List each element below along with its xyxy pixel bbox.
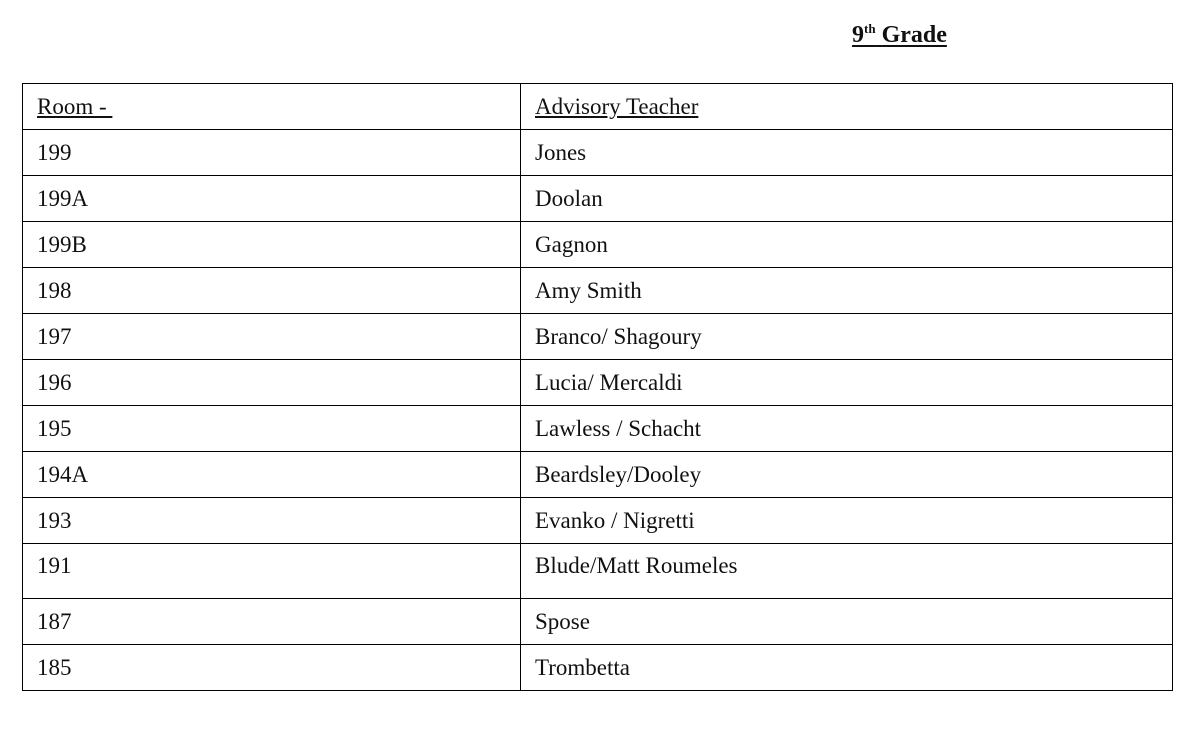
room-cell: 197 xyxy=(23,314,521,360)
grade-ordinal-suffix: th xyxy=(864,21,876,36)
room-cell: 199A xyxy=(23,176,521,222)
teacher-cell: Amy Smith xyxy=(521,268,1173,314)
table-row xyxy=(23,360,1173,406)
room-cell: 198 xyxy=(23,268,521,314)
room-cell: 193 xyxy=(23,498,521,544)
room-cell: 195 xyxy=(23,406,521,452)
room-cell: 196 xyxy=(23,360,521,406)
teacher-cell: Spose xyxy=(521,599,1173,645)
room-cell: 185 xyxy=(23,645,521,691)
table-row xyxy=(23,645,1173,691)
table-row xyxy=(23,176,1173,222)
table-row xyxy=(23,498,1173,544)
table-row xyxy=(23,314,1173,360)
header-room-label: Room - xyxy=(37,93,113,119)
room-cell: 194A xyxy=(23,452,521,498)
page-title xyxy=(852,22,947,49)
teacher-cell: Lucia/ Mercaldi xyxy=(521,360,1173,406)
teacher-cell: Beardsley/Dooley xyxy=(521,452,1173,498)
teacher-cell: Lawless / Schacht xyxy=(521,406,1173,452)
table-row xyxy=(23,599,1173,645)
table-row xyxy=(23,222,1173,268)
header-room xyxy=(23,84,521,130)
table-row xyxy=(23,130,1173,176)
teacher-cell: Blude/Matt Roumeles xyxy=(521,544,1173,599)
room-cell: 199 xyxy=(23,130,521,176)
teacher-cell: Doolan xyxy=(521,176,1173,222)
grade-number: 9 xyxy=(852,22,864,48)
room-cell: 187 xyxy=(23,599,521,645)
table-row xyxy=(23,544,1173,599)
table-header-row xyxy=(23,84,1173,130)
table-row xyxy=(23,452,1173,498)
teacher-cell: Jones xyxy=(521,130,1173,176)
teacher-cell: Evanko / Nigretti xyxy=(521,498,1173,544)
header-advisory-teacher xyxy=(521,84,1173,130)
teacher-cell: Branco/ Shagoury xyxy=(521,314,1173,360)
table-row xyxy=(23,268,1173,314)
room-cell: 199B xyxy=(23,222,521,268)
header-teacher-label: Advisory Teacher xyxy=(535,93,699,119)
teacher-cell: Trombetta xyxy=(521,645,1173,691)
table-row xyxy=(23,406,1173,452)
advisory-table xyxy=(22,83,1173,691)
teacher-cell: Gagnon xyxy=(521,222,1173,268)
room-cell: 191 xyxy=(23,544,521,599)
grade-word: Grade xyxy=(881,22,947,48)
